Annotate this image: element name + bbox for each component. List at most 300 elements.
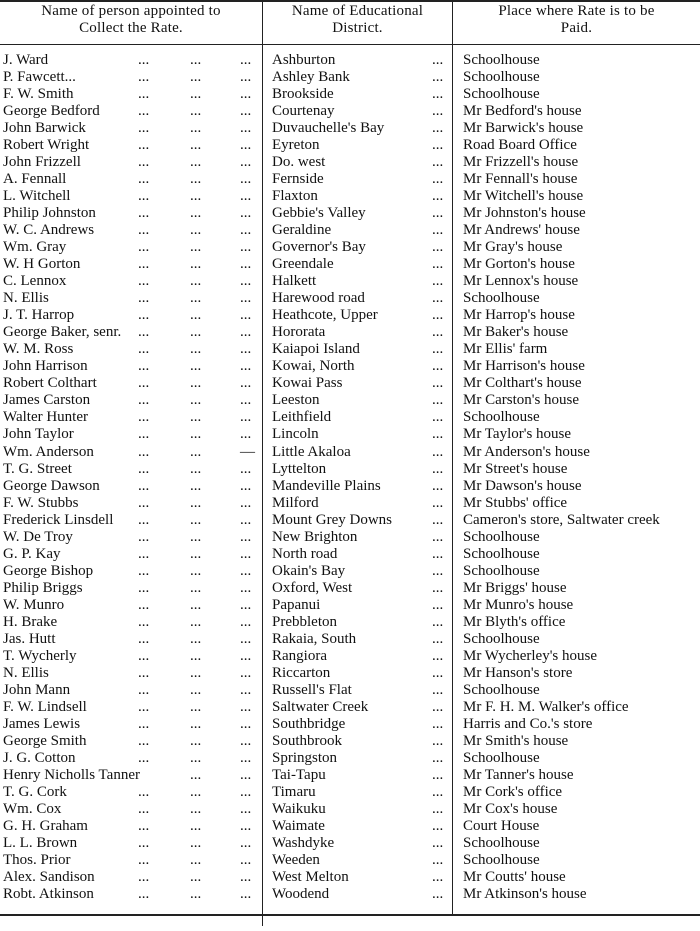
leader-dots: ... (432, 324, 444, 341)
leader-dots: ... (190, 817, 202, 834)
leader-dots: ... (138, 596, 150, 613)
leader-dots: ... (138, 154, 150, 171)
collector-name: Wm. Gray (3, 239, 67, 256)
leader-dots: ... (190, 579, 202, 596)
collector-name: T. G. Street (3, 460, 72, 477)
leader-dots: ... (138, 851, 150, 868)
table-row (0, 358, 700, 375)
leader-dots: ... (432, 120, 444, 137)
header-district-line1: Name of Educational (291, 3, 424, 19)
collector-name: George Bedford (3, 103, 100, 120)
payment-place: Mr Ellis' farm (463, 341, 548, 358)
leader-dots: ... (138, 613, 150, 630)
district-name: Southbrook (272, 732, 343, 749)
leader-dots: ... (240, 375, 252, 392)
leader-dots: ... (432, 52, 444, 68)
leader-dots: ... (190, 511, 202, 528)
payment-place: Mr Dawson's house (463, 477, 582, 494)
leader-dots: ... (138, 647, 150, 664)
leader-dots: ... (190, 647, 202, 664)
leader-dots: ... (138, 375, 150, 392)
leader-dots: ... (432, 494, 444, 511)
leader-dots: ... (190, 630, 202, 647)
collector-name: John Taylor (3, 426, 74, 443)
leader-dots: ... (240, 477, 252, 494)
table-row (0, 648, 700, 665)
collector-name: P. Fawcett... (3, 69, 76, 85)
leader-dots: ... (190, 545, 202, 562)
table-row (0, 665, 700, 682)
leader-dots: ... (190, 698, 202, 715)
leader-dots: ... (240, 851, 252, 868)
leader-dots: ... (432, 477, 444, 494)
collector-name: W. De Troy (3, 528, 73, 545)
table-row (0, 273, 700, 290)
collector-name: Robert Wright (3, 137, 90, 154)
leader-dots: ... (240, 69, 252, 85)
leader-dots: ... (240, 290, 252, 307)
payment-place: Mr Carston's house (463, 392, 580, 409)
collector-name: G. P. Kay (3, 545, 61, 562)
table-row (0, 69, 700, 86)
district-name: Mandeville Plains (272, 477, 381, 494)
leader-dots: ... (138, 783, 150, 800)
table-row (0, 171, 700, 188)
table-row (0, 341, 700, 358)
leader-dots: ... (138, 409, 150, 426)
leader-dots: ... (432, 392, 444, 409)
leader-dots: ... (138, 120, 150, 137)
collector-name: N. Ellis (3, 290, 49, 307)
leader-dots: ... (190, 239, 202, 256)
district-name: Kowai Pass (272, 375, 343, 392)
district-name: Courtenay (272, 103, 335, 120)
district-name: Governor's Bay (272, 239, 366, 256)
leader-dots: ... (138, 443, 150, 460)
leader-dots: ... (240, 800, 252, 817)
district-name: Halkett (272, 273, 317, 290)
leader-dots: ... (138, 477, 150, 494)
leader-dots: ... (240, 188, 252, 205)
payment-place: Mr Briggs' house (463, 579, 567, 596)
table-row (0, 222, 700, 239)
payment-place: Mr Barwick's house (463, 120, 584, 137)
collector-name: Walter Hunter (3, 409, 89, 426)
district-name: Riccarton (272, 664, 331, 681)
table-row (0, 886, 700, 903)
leader-dots: ... (190, 290, 202, 307)
leader-dots: ... (138, 511, 150, 528)
leader-dots: ... (240, 273, 252, 290)
district-name: Leithfield (272, 409, 332, 426)
leader-dots: ... (138, 205, 150, 222)
payment-place: Mr Tanner's house (463, 766, 574, 783)
leader-dots: ... (240, 341, 252, 358)
leader-dots: ... (138, 69, 150, 85)
district-name: Rakaia, South (272, 630, 357, 647)
leader-dots: ... (432, 103, 444, 120)
leader-dots: ... (432, 256, 444, 273)
leader-dots: ... (240, 647, 252, 664)
leader-dots: ... (240, 256, 252, 273)
table-row (0, 86, 700, 103)
leader-dots: ... (190, 307, 202, 324)
collector-name: J. G. Cotton (3, 749, 76, 766)
leader-dots: ... (240, 392, 252, 409)
leader-dots: ... (240, 222, 252, 239)
table-row (0, 392, 700, 409)
leader-dots: ... (138, 460, 150, 477)
table-row (0, 290, 700, 307)
leader-dots: ... (190, 273, 202, 290)
payment-place: Schoolhouse (463, 749, 540, 766)
payment-place: Cameron's store, Saltwater creek (463, 511, 660, 528)
district-name: Mount Grey Downs (272, 511, 392, 528)
leader-dots: ... (432, 528, 444, 545)
leader-dots: ... (432, 222, 444, 239)
leader-dots: ... (190, 358, 202, 375)
table-row (0, 580, 700, 597)
leader-dots: ... (240, 749, 252, 766)
district-name: Geraldine (272, 222, 332, 239)
collector-name: Wm. Anderson (3, 443, 94, 460)
payment-place: Mr Wycherley's house (463, 647, 597, 664)
collector-name: Alex. Sandison (3, 869, 95, 885)
district-name: West Melton (272, 869, 349, 885)
payment-place: Mr Gray's house (463, 239, 563, 256)
leader-dots: ... (432, 817, 444, 834)
leader-dots: ... (138, 137, 150, 154)
collector-name: H. Brake (3, 613, 58, 630)
district-name: Eyreton (272, 137, 320, 154)
leader-dots: ... (138, 545, 150, 562)
leader-dots: ... (432, 647, 444, 664)
collector-name: John Mann (3, 681, 71, 698)
table-row (0, 120, 700, 137)
table-row (0, 869, 700, 886)
leader-dots: ... (432, 715, 444, 732)
district-name: North road (272, 545, 338, 562)
leader-dots: ... (432, 307, 444, 324)
leader-dots: ... (138, 171, 150, 188)
leader-dots: ... (190, 171, 202, 188)
collector-name: Robert Colthart (3, 375, 97, 392)
district-name: Waikuku (272, 800, 326, 817)
leader-dots: ... (432, 613, 444, 630)
table-row (0, 784, 700, 801)
leader-dots: ... (190, 766, 202, 783)
payment-place: Mr Cox's house (463, 800, 558, 817)
leader-dots: ... (190, 137, 202, 154)
leader-dots: ... (432, 239, 444, 256)
collector-name: G. H. Graham (3, 817, 88, 834)
leader-dots: ... (190, 869, 202, 885)
leader-dots: ... (432, 86, 444, 102)
leader-dots: ... (240, 886, 252, 902)
leader-dots: ... (138, 392, 150, 409)
collector-name: W. C. Andrews (3, 222, 95, 239)
header-district-line2: District. (332, 20, 383, 36)
payment-place: Mr Munro's house (463, 596, 574, 613)
table-row (0, 614, 700, 631)
payment-place: Mr Hanson's store (463, 664, 573, 681)
leader-dots: ... (138, 52, 150, 68)
leader-dots: ... (432, 869, 444, 885)
collector-name: John Frizzell (3, 154, 81, 171)
district-name: Saltwater Creek (272, 698, 369, 715)
collector-name: John Barwick (3, 120, 86, 137)
table-row (0, 750, 700, 767)
payment-place: Mr Witchell's house (463, 188, 584, 205)
district-name: Flaxton (272, 188, 318, 205)
district-name: Duvauchelle's Bay (272, 120, 385, 137)
district-name: Do. west (272, 154, 326, 171)
leader-dots: ... (240, 103, 252, 120)
table-row (0, 512, 700, 529)
table-row (0, 631, 700, 648)
district-name: Papanui (272, 596, 321, 613)
leader-dots: ... (432, 749, 444, 766)
header-person-line2: Collect the Rate. (79, 20, 183, 36)
leader-dots: ... (138, 324, 150, 341)
leader-dots: ... (240, 154, 252, 171)
district-name: Oxford, West (272, 579, 353, 596)
leader-dots: ... (432, 579, 444, 596)
leader-dots: ... (190, 851, 202, 868)
collector-name: John Harrison (3, 358, 88, 375)
payment-place: Mr Andrews' house (463, 222, 580, 239)
leader-dots: ... (432, 375, 444, 392)
leader-dots: ... (432, 886, 444, 902)
district-name: New Brighton (272, 528, 358, 545)
leader-dots: ... (190, 103, 202, 120)
payment-place: Mr Harrop's house (463, 307, 575, 324)
collector-name: T. G. Cork (3, 783, 67, 800)
payment-place: Schoolhouse (463, 409, 540, 426)
leader-dots: ... (240, 681, 252, 698)
leader-dots: ... (432, 834, 444, 851)
table-row (0, 818, 700, 835)
payment-place: Court House (463, 817, 540, 834)
leader-dots: ... (432, 596, 444, 613)
payment-place: Mr Anderson's house (463, 443, 590, 460)
leader-dots: ... (432, 137, 444, 154)
collector-name: W. Munro (3, 596, 65, 613)
leader-dots: ... (138, 86, 150, 102)
payment-place: Schoolhouse (463, 86, 540, 102)
collector-name: James Lewis (3, 715, 81, 732)
district-name: Greendale (272, 256, 334, 273)
collector-name: Henry Nicholls Tanner (3, 766, 140, 783)
district-name: Lincoln (272, 426, 319, 443)
table-row (0, 461, 700, 478)
leader-dots: ... (240, 562, 252, 579)
leader-dots: ... (240, 494, 252, 511)
leader-dots: ... (138, 732, 150, 749)
leader-dots: ... (138, 800, 150, 817)
leader-dots: ... (190, 613, 202, 630)
payment-place: Schoolhouse (463, 52, 540, 68)
table-row (0, 682, 700, 699)
leader-dots: ... (190, 886, 202, 902)
collector-name: George Bishop (3, 562, 94, 579)
table-row (0, 699, 700, 716)
leader-dots: ... (190, 392, 202, 409)
district-name: Weeden (272, 851, 320, 868)
payment-place: Schoolhouse (463, 834, 540, 851)
leader-dots: ... (240, 511, 252, 528)
collector-name: Philip Johnston (3, 205, 96, 222)
collector-name: F. W. Smith (3, 86, 74, 102)
leader-dots: ... (138, 681, 150, 698)
leader-dots: ... (190, 205, 202, 222)
leader-dots: ... (138, 494, 150, 511)
district-name: Ashley Bank (272, 69, 350, 85)
payment-place: Mr Gorton's house (463, 256, 575, 273)
header-place (453, 3, 700, 43)
leader-dots: ... (138, 562, 150, 579)
leader-dots: ... (432, 205, 444, 222)
leader-dots: ... (432, 426, 444, 443)
district-name: Heathcote, Upper (272, 307, 378, 324)
leader-dots: ... (138, 341, 150, 358)
table-row (0, 103, 700, 120)
leader-dots: ... (432, 188, 444, 205)
leader-dots: ... (240, 834, 252, 851)
table-row (0, 137, 700, 154)
leader-dots: ... (432, 698, 444, 715)
leader-dots: ... (190, 69, 202, 85)
leader-dots: ... (240, 137, 252, 154)
leader-dots: ... (240, 120, 252, 137)
payment-place: Harris and Co.'s store (463, 715, 593, 732)
leader-dots: ... (432, 681, 444, 698)
leader-dots: ... (138, 886, 150, 902)
leader-dots: ... (240, 698, 252, 715)
collector-name: George Baker, senr. (3, 324, 122, 341)
district-name: Harewood road (272, 290, 365, 307)
collector-name: W. H Gorton (3, 256, 81, 273)
leader-dots: ... (240, 766, 252, 783)
leader-dots: ... (190, 800, 202, 817)
leader-dots: ... (190, 528, 202, 545)
leader-dots: ... (138, 869, 150, 885)
table-row (0, 852, 700, 869)
leader-dots: ... (138, 579, 150, 596)
district-name: Russell's Flat (272, 681, 352, 698)
collector-name: C. Lennox (3, 273, 67, 290)
leader-dots: ... (190, 324, 202, 341)
leader-dots: ... (240, 664, 252, 681)
district-name: Rangiora (272, 647, 327, 664)
payment-place: Mr Fennall's house (463, 171, 578, 188)
leader-dots: ... (240, 817, 252, 834)
leader-dots: ... (190, 222, 202, 239)
table-row (0, 563, 700, 580)
district-name: Leeston (272, 392, 320, 409)
leader-dots: ... (432, 800, 444, 817)
table-row (0, 205, 700, 222)
leader-dots: ... (432, 851, 444, 868)
table-row (0, 478, 700, 495)
leader-dots: ... (138, 103, 150, 120)
leader-dots: ... (190, 409, 202, 426)
table-row (0, 239, 700, 256)
leader-dots: ... (432, 358, 444, 375)
collector-name: L. L. Brown (3, 834, 78, 851)
district-name: Ashburton (272, 52, 336, 68)
payment-place: Mr F. H. M. Walker's office (463, 698, 629, 715)
leader-dots: ... (190, 732, 202, 749)
leader-dots: ... (138, 358, 150, 375)
district-name: Waimate (272, 817, 325, 834)
collector-name: Frederick Linsdell (3, 511, 114, 528)
leader-dots: ... (240, 52, 252, 68)
leader-dots: ... (138, 749, 150, 766)
leader-dots: ... (190, 120, 202, 137)
payment-place: Mr Colthart's house (463, 375, 582, 392)
collector-name: Philip Briggs (3, 579, 83, 596)
leader-dots: ... (190, 477, 202, 494)
payment-place: Schoolhouse (463, 630, 540, 647)
collector-name: Jas. Hutt (3, 630, 56, 647)
table-row (0, 529, 700, 546)
district-name: Springston (272, 749, 338, 766)
leader-dots: ... (190, 664, 202, 681)
header-place-line1: Place where Rate is to be (498, 3, 655, 19)
district-name: Milford (272, 494, 319, 511)
district-name: Hororata (272, 324, 326, 341)
payment-place: Mr Stubbs' office (463, 494, 568, 511)
leader-dots: ... (240, 460, 252, 477)
leader-dots: ... (240, 715, 252, 732)
header-bottom-rule (0, 44, 700, 45)
district-name: Washdyke (272, 834, 335, 851)
leader-dots: ... (138, 239, 150, 256)
leader-dots: ... (190, 749, 202, 766)
header-person-line1: Name of person appointed to (41, 3, 221, 19)
leader-dots: ... (190, 562, 202, 579)
payment-place: Mr Street's house (463, 460, 568, 477)
table-row (0, 716, 700, 733)
collector-name: T. Wycherly (3, 647, 77, 664)
collector-name: L. Witchell (3, 188, 71, 205)
collector-name: George Smith (3, 732, 87, 749)
leader-dots: ... (190, 154, 202, 171)
leader-dots: ... (240, 545, 252, 562)
leader-dots: ... (432, 69, 444, 85)
leader-dots: ... (240, 579, 252, 596)
leader-dots: ... (138, 715, 150, 732)
payment-place: Mr Bedford's house (463, 103, 582, 120)
district-name: Little Akaloa (272, 443, 351, 460)
payment-place: Mr Taylor's house (463, 426, 572, 443)
district-name: Kowai, North (272, 358, 355, 375)
payment-place: Mr Coutts' house (463, 869, 566, 885)
collector-name: J. Ward (3, 52, 49, 68)
table-row (0, 733, 700, 750)
leader-dots: ... (240, 358, 252, 375)
leader-dots: ... (190, 834, 202, 851)
district-name: Okain's Bay (272, 562, 346, 579)
leader-dots: ... (138, 307, 150, 324)
leader-dots: ... (432, 290, 444, 307)
table-row (0, 495, 700, 512)
payment-place: Schoolhouse (463, 528, 540, 545)
leader-dots: ... (138, 273, 150, 290)
district-name: Kaiapoi Island (272, 341, 360, 358)
leader-dots: ... (138, 290, 150, 307)
